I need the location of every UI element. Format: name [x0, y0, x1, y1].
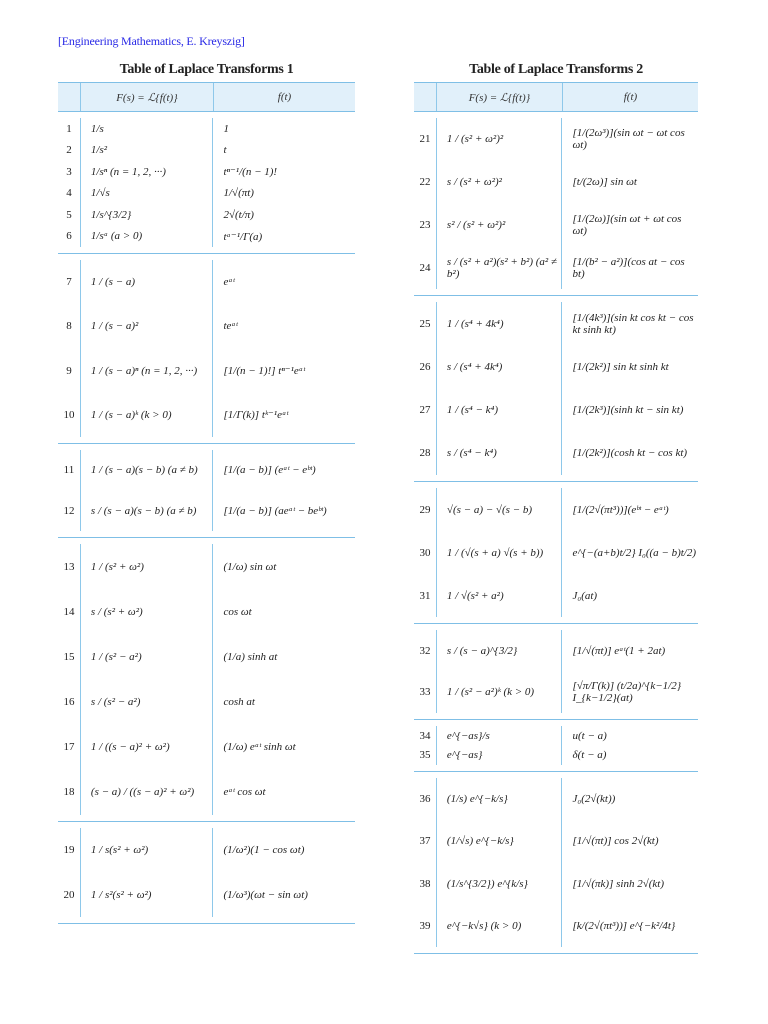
time-function: [1/(n − 1)!] tⁿ⁻¹eᵃᵗ: [223, 365, 306, 378]
transform-formula: 1 / (s − a)(s − b) (a ≠ b): [81, 450, 214, 491]
row-number: 3: [58, 161, 81, 183]
transform-formula: (1/√s) e^{−k/s}: [437, 820, 563, 862]
time-function: [1/(2k³)](sinh kt − sin kt): [572, 404, 684, 417]
time-function: [1/√(πt)] cos 2√(kt): [572, 835, 659, 848]
transform-formula: s / (s² − a²): [81, 680, 214, 725]
transform-formula: 1 / (s − a)ⁿ (n = 1, 2, ···): [81, 349, 214, 393]
row-number: 30: [414, 531, 437, 574]
table-row: [58, 828, 355, 873]
row-group: [58, 444, 355, 538]
transform-formula: s² / (s² + ω²)²: [437, 204, 563, 247]
table-row: [414, 726, 698, 746]
header-f-cell: f(t): [277, 91, 292, 103]
table-row: [58, 589, 355, 634]
table-row: [414, 531, 698, 574]
time-function: [1/√(πk)] sinh 2√(kt): [572, 877, 664, 890]
transform-formula: 1/√s: [81, 183, 214, 205]
table-row: [58, 770, 355, 815]
table-row: [58, 349, 355, 393]
transform-formula: 1 / (s − a)ᵏ (k > 0): [81, 393, 214, 437]
time-function: (1/ω³)(ωt − sin ωt): [223, 888, 308, 901]
time-function: [1/(2k²)](cosh kt − cos kt): [572, 447, 688, 460]
row-number: 21: [414, 118, 437, 161]
row-group: [414, 296, 698, 482]
row-number: 8: [58, 304, 81, 348]
time-function: [t/(2ω)] sin ωt: [572, 176, 637, 189]
table-row: [414, 345, 698, 388]
transform-formula: 1/sᵃ (a > 0): [81, 226, 214, 248]
time-function: e^{−(a+b)t/2} I₀((a − b)t/2): [572, 546, 697, 559]
time-function: (1/ω) sin ωt: [223, 560, 277, 573]
time-function: cos ωt: [223, 605, 252, 618]
time-function: [1/(a − b)] (eᵃᵗ − eᵇᵗ): [223, 464, 316, 477]
table-row: [414, 905, 698, 947]
row-number: 34: [414, 726, 437, 746]
time-function: eᵃᵗ cos ωt: [223, 786, 266, 799]
table-row: [414, 204, 698, 247]
table-row: [58, 544, 355, 589]
time-function: t: [223, 144, 227, 157]
row-number: 1: [58, 118, 81, 140]
transform-formula: 1 / ((s − a)² + ω²): [81, 725, 214, 770]
transform-formula: e^{−k√s} (k > 0): [437, 905, 563, 947]
transform-formula: 1 / (s² + ω²)²: [437, 118, 563, 161]
row-number: 14: [58, 589, 81, 634]
table-row: [58, 393, 355, 437]
table-row: [414, 746, 698, 766]
table-row: [58, 491, 355, 532]
row-number: 24: [414, 246, 437, 289]
table2-header: [414, 82, 698, 112]
transform-formula: 1/s²: [81, 140, 214, 162]
table-row: [414, 574, 698, 617]
row-group: [58, 822, 355, 924]
time-function: δ(t − a): [572, 749, 607, 762]
table-row: [414, 863, 698, 905]
row-number: 38: [414, 863, 437, 905]
row-number: 20: [58, 873, 81, 918]
transform-formula: 1 / (s − a)²: [81, 304, 214, 348]
transform-formula: s / (s − a)^{3/2}: [437, 630, 563, 672]
row-number: 13: [58, 544, 81, 589]
transform-formula: 1 / (s⁴ − k⁴): [437, 389, 563, 432]
header-F-cell: F(s) = ℒ{f(t)}: [437, 83, 563, 111]
table-row: [414, 630, 698, 672]
transform-formula: 1 / s(s² + ω²): [81, 828, 214, 873]
row-number: 36: [414, 778, 437, 820]
row-group: [414, 720, 698, 772]
table-row: [58, 873, 355, 918]
transform-formula: e^{−as}/s: [437, 726, 563, 746]
transform-formula: s / (s − a)(s − b) (a ≠ b): [81, 491, 214, 532]
row-number: 29: [414, 488, 437, 531]
table-row: [414, 820, 698, 862]
table-row: [58, 680, 355, 725]
time-function: J₀(at): [572, 589, 598, 602]
table-row: [58, 634, 355, 679]
time-function: [1/(2ω)](sin ωt + ωt cos ωt): [572, 212, 682, 237]
time-function: 1: [223, 122, 229, 135]
row-number: 12: [58, 491, 81, 532]
row-number: 32: [414, 630, 437, 672]
row-number: 17: [58, 725, 81, 770]
row-number: 11: [58, 450, 81, 491]
time-function: [1/(b² − a²)](cos at − cos bt): [572, 255, 685, 280]
time-function: [1/(2ω³)](sin ωt − ωt cos ωt): [572, 127, 685, 152]
row-number: 18: [58, 770, 81, 815]
table-row: [58, 226, 355, 248]
transform-formula: 1 / (s − a): [81, 260, 214, 304]
transform-formula: 1 / √(s² + a²): [437, 574, 563, 617]
transform-formula: (1/s) e^{−k/s}: [437, 778, 563, 820]
time-function: tᵃ⁻¹/Γ(a): [223, 230, 263, 243]
table1-title: Table of Laplace Transforms 1: [119, 62, 294, 77]
time-function: [1/(a − b)] (aeᵃᵗ − beᵇᵗ): [223, 504, 327, 517]
table1-header: [58, 82, 355, 112]
transform-formula: e^{−as}: [437, 746, 563, 766]
time-function: 2√(t/π): [223, 208, 254, 221]
time-function: [k/(2√(πt³))] e^{−k²/4t}: [572, 919, 676, 932]
row-number: 23: [414, 204, 437, 247]
row-group: [414, 772, 698, 954]
table1-body: [58, 112, 355, 924]
table-row: [58, 304, 355, 348]
table-row: [414, 488, 698, 531]
transform-formula: 1/s^{3/2}: [81, 204, 214, 226]
time-function: 1/√(πt): [223, 187, 254, 200]
table-row: [414, 672, 698, 714]
table-row: [414, 246, 698, 289]
table-row: [58, 118, 355, 140]
time-function: (1/a) sinh at: [223, 650, 278, 663]
transform-formula: 1 / (s² − a²): [81, 634, 214, 679]
row-number: 10: [58, 393, 81, 437]
header-f-cell: f(t): [623, 91, 638, 103]
row-number: 35: [414, 746, 437, 766]
table-row: [58, 161, 355, 183]
source-citation: [Engineering Mathematics, E. Kreyszig]: [58, 34, 245, 48]
table-row: [414, 161, 698, 204]
time-function: cosh at: [223, 696, 255, 709]
transform-formula: (1/s^{3/2}) e^{k/s}: [437, 863, 563, 905]
row-number: 5: [58, 204, 81, 226]
laplace-table-2: [414, 82, 698, 954]
row-number: 19: [58, 828, 81, 873]
time-function: [√π/Γ(k)] (t/2a)^{k−1/2} I_{k−1/2}(at): [572, 680, 682, 705]
row-number: 28: [414, 432, 437, 475]
transform-formula: 1 / (√(s + a) √(s + b)): [437, 531, 563, 574]
transform-formula: 1 / (s² − a²)ᵏ (k > 0): [437, 672, 563, 714]
row-number: 39: [414, 905, 437, 947]
table-row: [414, 302, 698, 345]
row-number: 31: [414, 574, 437, 617]
transform-formula: 1 / s²(s² + ω²): [81, 873, 214, 918]
transform-formula: √(s − a) − √(s − b): [437, 488, 563, 531]
time-function: eᵃᵗ: [223, 276, 235, 289]
row-number: 9: [58, 349, 81, 393]
time-function: [1/(4k³)](sin kt cos kt − cos kt sinh kt): [572, 311, 694, 336]
row-number: 26: [414, 345, 437, 388]
table-row: [414, 389, 698, 432]
row-group: [58, 112, 355, 254]
header-F-cell: F(s) = ℒ{f(t)}: [81, 83, 214, 111]
row-number: 4: [58, 183, 81, 205]
transform-formula: (s − a) / ((s − a)² + ω²): [81, 770, 214, 815]
table-row: [58, 140, 355, 162]
row-group: [58, 254, 355, 444]
table-row: [58, 260, 355, 304]
time-function: [1/Γ(k)] tᵏ⁻¹eᵃᵗ: [223, 409, 289, 422]
row-number: 2: [58, 140, 81, 162]
transform-formula: s / (s⁴ + 4k⁴): [437, 345, 563, 388]
laplace-table-1: [58, 82, 355, 924]
row-group: [414, 624, 698, 720]
row-group: [58, 538, 355, 822]
table-row: [414, 778, 698, 820]
row-group: [414, 482, 698, 624]
table-row: [414, 432, 698, 475]
transform-formula: 1 / (s⁴ + 4k⁴): [437, 302, 563, 345]
row-number: 37: [414, 820, 437, 862]
transform-formula: 1/sⁿ (n = 1, 2, ···): [81, 161, 214, 183]
table-row: [58, 725, 355, 770]
table-row: [58, 183, 355, 205]
time-function: [1/(2√(πt³))](eᵇᵗ − eᵃᵗ): [572, 503, 669, 516]
table-row: [58, 450, 355, 491]
row-number: 7: [58, 260, 81, 304]
time-function: teᵃᵗ: [223, 320, 238, 333]
row-number: 15: [58, 634, 81, 679]
time-function: [1/(2k²)] sin kt sinh kt: [572, 360, 669, 373]
header-number-cell: [58, 83, 81, 111]
transform-formula: 1 / (s² + ω²): [81, 544, 214, 589]
header-number-cell: [414, 83, 437, 111]
transform-formula: 1/s: [81, 118, 214, 140]
time-function: tⁿ⁻¹/(n − 1)!: [223, 166, 278, 179]
table2-body: [414, 112, 698, 954]
table-row: [414, 118, 698, 161]
row-number: 27: [414, 389, 437, 432]
row-group: [414, 112, 698, 296]
time-function: J₀(2√(kt)): [572, 793, 616, 806]
time-function: u(t − a): [572, 729, 607, 742]
row-number: 25: [414, 302, 437, 345]
time-function: [1/√(πt)] eᵃᵗ(1 + 2at): [572, 644, 666, 657]
transform-formula: s / (s⁴ − k⁴): [437, 432, 563, 475]
table-row: [58, 204, 355, 226]
row-number: 22: [414, 161, 437, 204]
row-number: 33: [414, 672, 437, 714]
time-function: (1/ω) eᵃᵗ sinh ωt: [223, 741, 296, 754]
row-number: 6: [58, 226, 81, 248]
transform-formula: s / (s² + a²)(s² + b²) (a² ≠ b²): [437, 246, 563, 289]
row-number: 16: [58, 680, 81, 725]
transform-formula: s / (s² + ω²): [81, 589, 214, 634]
transform-formula: s / (s² + ω²)²: [437, 161, 563, 204]
table2-title: Table of Laplace Transforms 2: [469, 62, 643, 77]
time-function: (1/ω²)(1 − cos ωt): [223, 844, 305, 857]
